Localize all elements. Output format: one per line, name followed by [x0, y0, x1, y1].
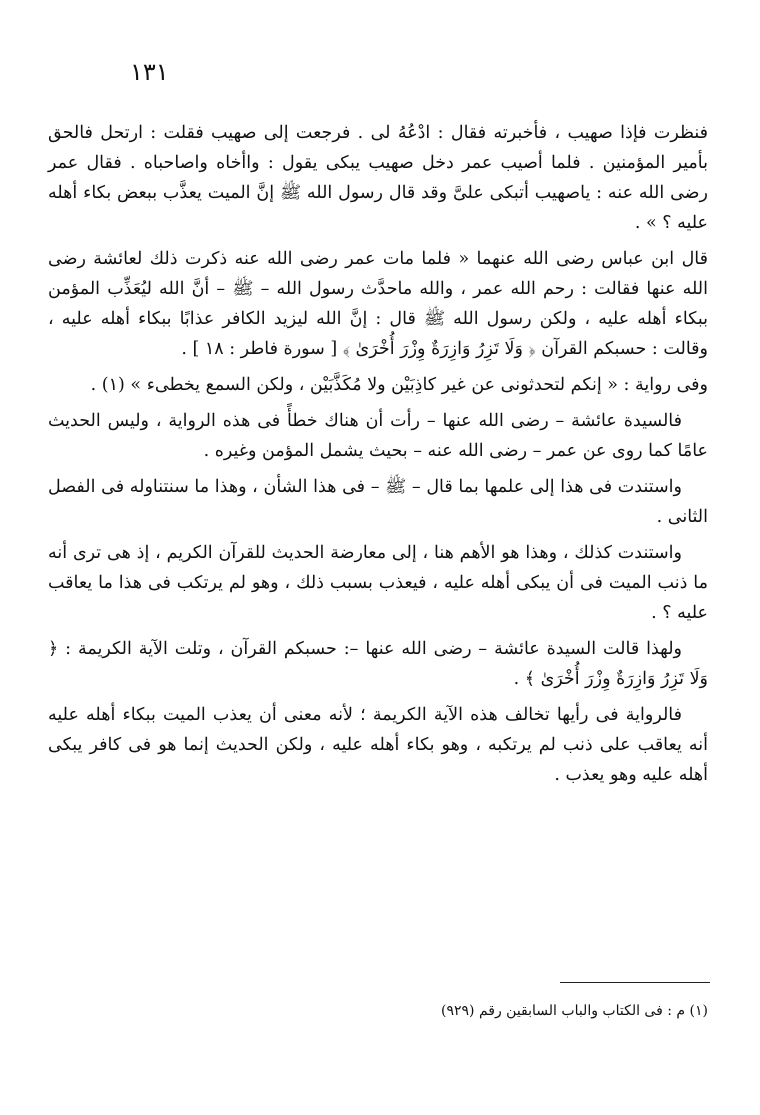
- footnote-separator: [560, 982, 710, 983]
- paragraph-7: ولهذا قالت السيدة عائشة – رضى الله عنها –: حسبكم القرآن ، وتلت الآية الكريمة : ﴿ وَلَا تَزِرُ وَازِرَةٌ وِزْرَ أُخْرَىٰ ﴾ .: [48, 639, 708, 689]
- paragraph-4: فالسيدة عائشة – رضى الله عنها – رأت أن هناك خطأً فى هذه الرواية ، وليس الحديث عامًا كما روى عن عمر – رضى الله عنه – بحيث يشمل المؤمن وغيره .: [48, 411, 708, 461]
- paragraph-3: وفى رواية : « إنكم لتحدثونى عن غير كاذِبَيْن ولا مُكَذَّبَيْن ، ولكن السمع يخطىء » (١) .: [90, 375, 708, 395]
- paragraph-1: فنظرت فإذا صهيب ، فأخبرته فقال : ادْعُهُ لى . فرجعت إلى صهيب فقلت : ارتحل فالحق بأمير المؤمنين . فلما أصيب عمر دخل صهيب يبكى يقول : واأخاه واصاحباه . فقال عمر رضى الله عنه : ياصهيب أتبكى علىَّ وقد قال رسول الله ﷺ إنَّ الميت يعذَّب ببعض بكاء أهله عليه ؟ » .: [48, 123, 708, 233]
- page-number: ١٣١: [130, 58, 169, 86]
- footnote: (١) م : فى الكتاب والباب السابقين رقم (٩٢٩): [441, 1003, 708, 1019]
- paragraph-8: فالرواية فى رأيها تخالف هذه الآية الكريمة ؛ لأنه معنى أن يعذب الميت ببكاء أهله عليه أنه يعاقب على ذنب لم يرتكبه ، وهو بكاء أهله عليه ، ولكن الحديث إنما هو فى كافر يبكى أهله عليه وهو يعذب .: [48, 705, 708, 785]
- paragraph-6: واستندت كذلك ، وهذا هو الأهم هنا ، إلى معارضة الحديث للقرآن الكريم ، إذ هى ترى أنه ما ذنب الميت فى أن يبكى أهله عليه ، فيعذب بسبب ذلك ، وهو لم يرتكب فى هذا ما يعاقب عليه ؟ .: [48, 543, 708, 623]
- paragraph-2: قال ابن عباس رضى الله عنهما « فلما مات عمر رضى الله عنه ذكرت ذلك لعائشة رضى الله عنها فقالت : رحم الله عمر ، والله ماحدَّث رسول الله – ﷺ – أنَّ الله ليُعَذِّب المؤمن ببكاء أهله عليه ، ولكن رسول الله ﷺ قال : إنَّ الله ليزيد الكافر عذابًا ببكاء أهله عليه ، وقالت : حسبكم القرآن ﴿ وَلَا تَزِرُ وَازِرَةٌ وِزْرَ أُخْرَىٰ ﴾ [ سورة فاطر : ١٨ ] .: [48, 249, 708, 359]
- paragraph-5: واستندت فى هذا إلى علمها بما قال – ﷺ – فى هذا الشأن ، وهذا ما سنتناوله فى الفصل الثانى .: [48, 477, 708, 527]
- body-text: [48, 118, 708, 796]
